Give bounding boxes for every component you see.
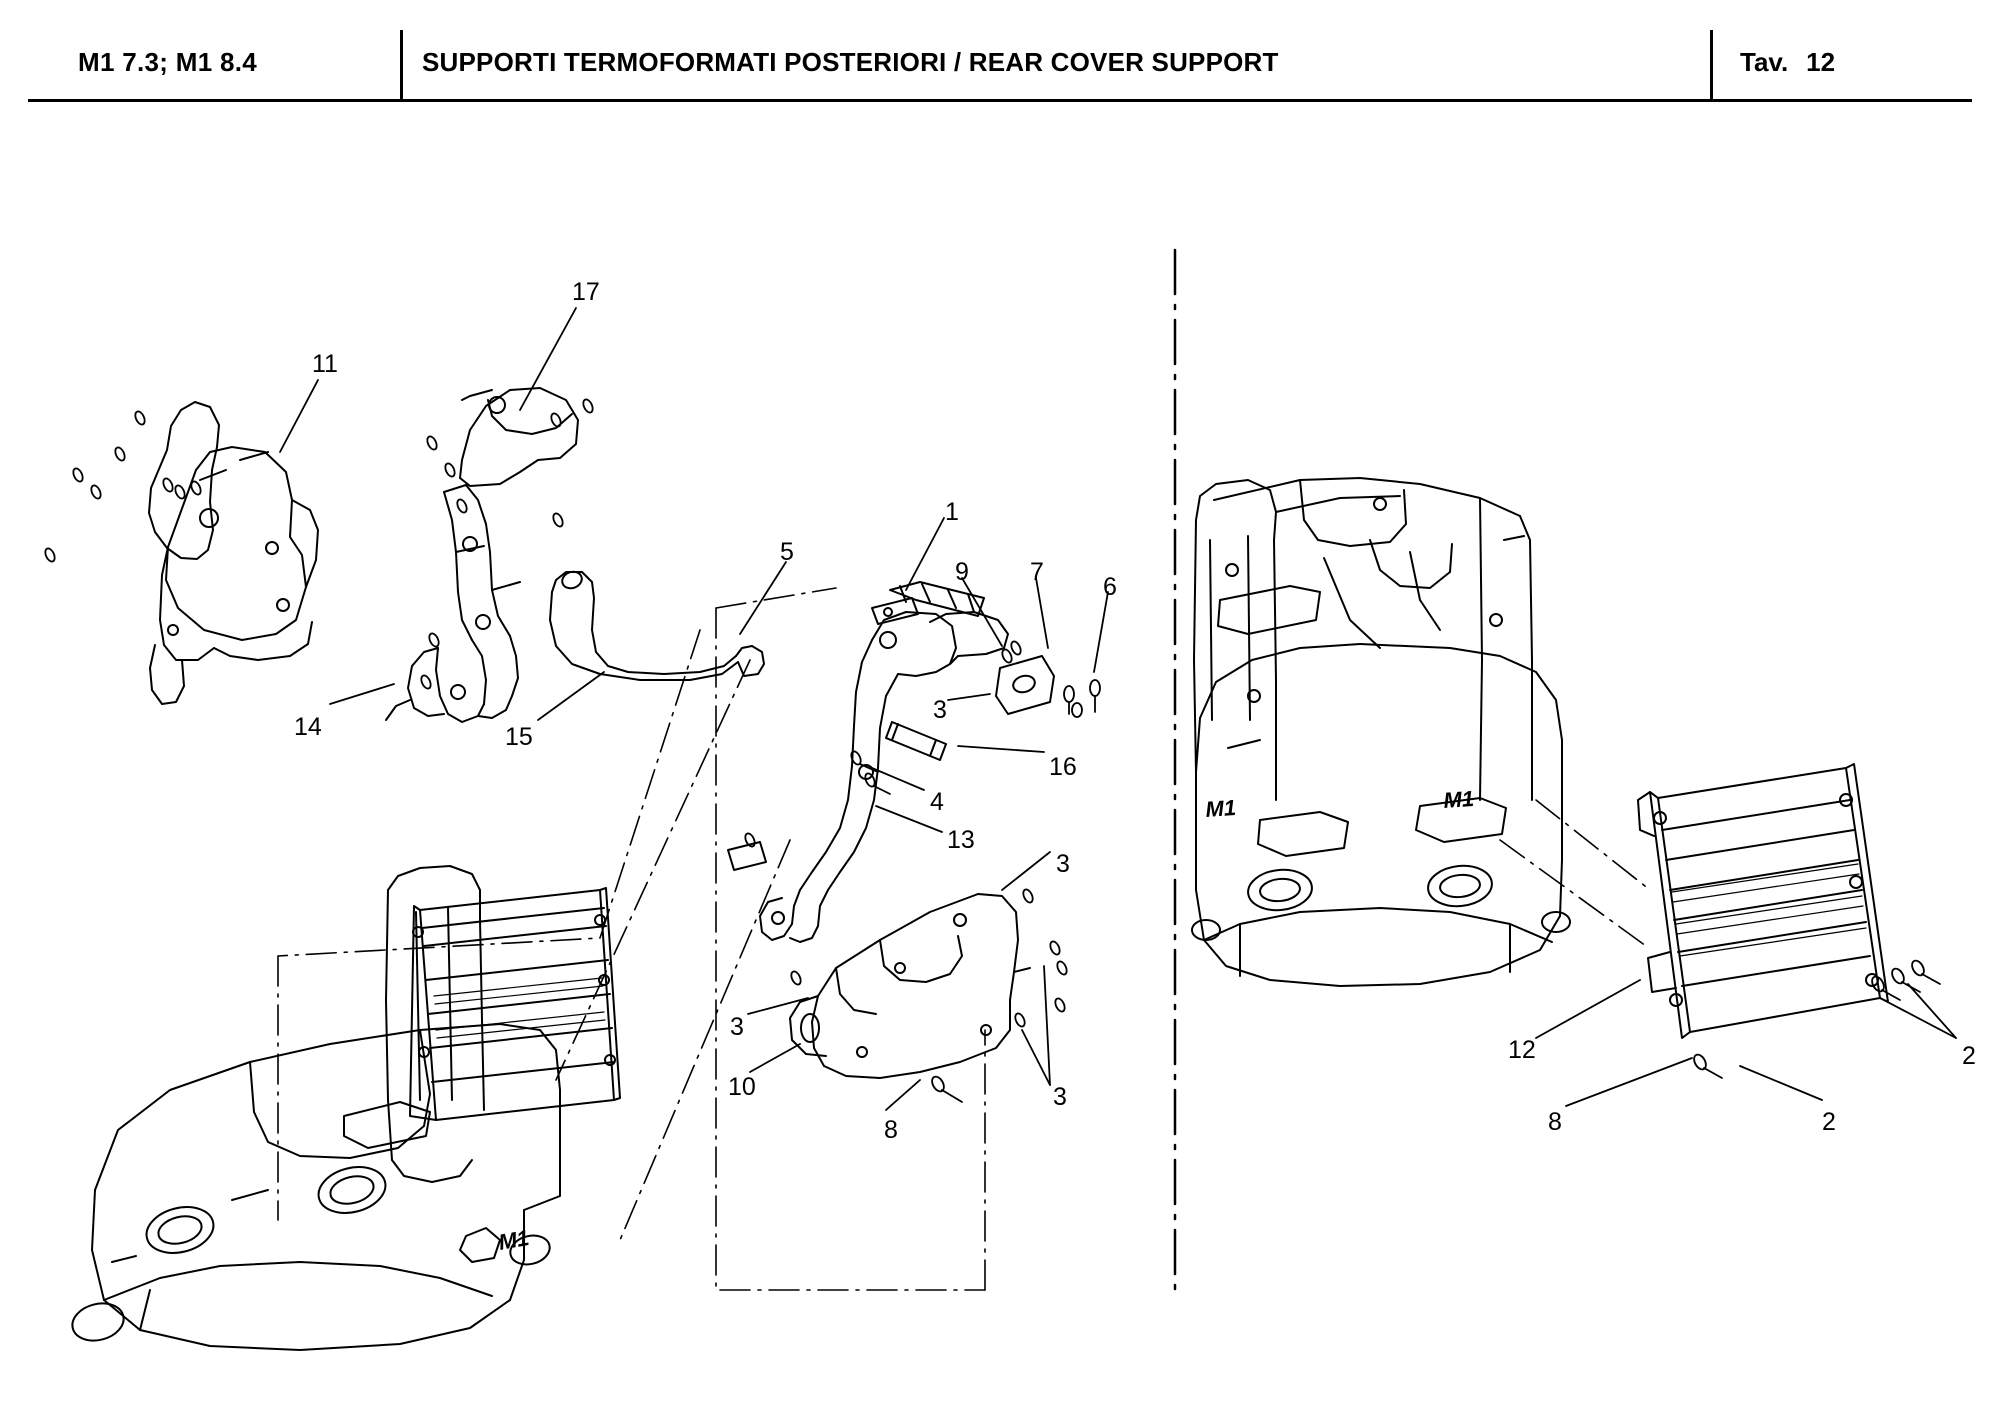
page-title: SUPPORTI TERMOFORMATI POSTERIORI / REAR COVER SUPPORT	[422, 47, 1279, 77]
callout-2-a: 2	[1822, 1108, 1836, 1136]
part-10-bracket	[790, 894, 1030, 1078]
callout-16: 16	[1049, 753, 1077, 781]
header-divider	[1710, 30, 1713, 99]
callout-3-d: 3	[1053, 1083, 1067, 1111]
svg-text:M1: M1	[1442, 785, 1475, 813]
callout-11: 11	[312, 350, 338, 378]
part-13-support	[760, 612, 1008, 942]
part-7-clamp	[996, 656, 1054, 714]
header-divider	[400, 30, 403, 99]
exploded-view-drawing	[0, 100, 2000, 1414]
callout-4: 4	[930, 788, 944, 816]
plate-label: Tav.	[1740, 47, 1789, 77]
callout-3-a: 3	[933, 696, 947, 724]
part-1-plate	[872, 598, 918, 624]
fasteners-group-17	[419, 398, 594, 690]
callout-14: 14	[294, 713, 322, 741]
part-15-rod	[550, 569, 764, 680]
callout-8-b: 8	[1548, 1108, 1562, 1136]
part-12-panel-left	[410, 888, 620, 1120]
fasteners-group-11	[43, 410, 202, 563]
technical-illustration	[0, 100, 2000, 1414]
callout-1: 1	[945, 498, 959, 526]
callout-2-b: 2	[1962, 1042, 1976, 1070]
svg-text:M1: M1	[496, 1224, 531, 1255]
leader-lines	[280, 308, 1956, 1110]
callout-5: 5	[780, 538, 794, 566]
callout-7: 7	[1030, 558, 1044, 586]
assembly-axis-lines-right	[1500, 800, 1650, 946]
part-16-pin	[886, 722, 946, 760]
callout-17: 17	[572, 278, 600, 306]
assembly-axis-lines	[278, 588, 985, 1290]
part-3-plate	[728, 842, 766, 870]
fasteners-group-right	[1692, 959, 1940, 1078]
machine-model-label: M1 7.3; M1 8.4	[78, 47, 258, 77]
callout-9: 9	[955, 558, 969, 586]
part-11-bracket	[149, 402, 318, 704]
callout-3-b: 3	[1056, 850, 1070, 878]
part-17-bracket	[386, 388, 578, 722]
callout-8-a: 8	[884, 1116, 898, 1144]
callout-6: 6	[1103, 573, 1117, 601]
svg-text:M1: M1	[1204, 794, 1237, 822]
machine-body-left	[68, 1024, 560, 1350]
callout-15: 15	[505, 723, 533, 751]
plate-number-block	[1740, 47, 1835, 78]
callout-10: 10	[728, 1073, 756, 1101]
machine-frame-right	[1194, 478, 1532, 800]
callout-13: 13	[947, 826, 975, 854]
plate-number: 12	[1806, 47, 1836, 77]
fasteners-group-9-6	[1000, 640, 1100, 717]
page-header	[0, 0, 2000, 100]
machine-frame-left	[386, 866, 484, 1182]
callout-3-c: 3	[730, 1013, 744, 1041]
callout-12: 12	[1508, 1036, 1536, 1064]
part-12-panel-right	[1638, 764, 1888, 1038]
